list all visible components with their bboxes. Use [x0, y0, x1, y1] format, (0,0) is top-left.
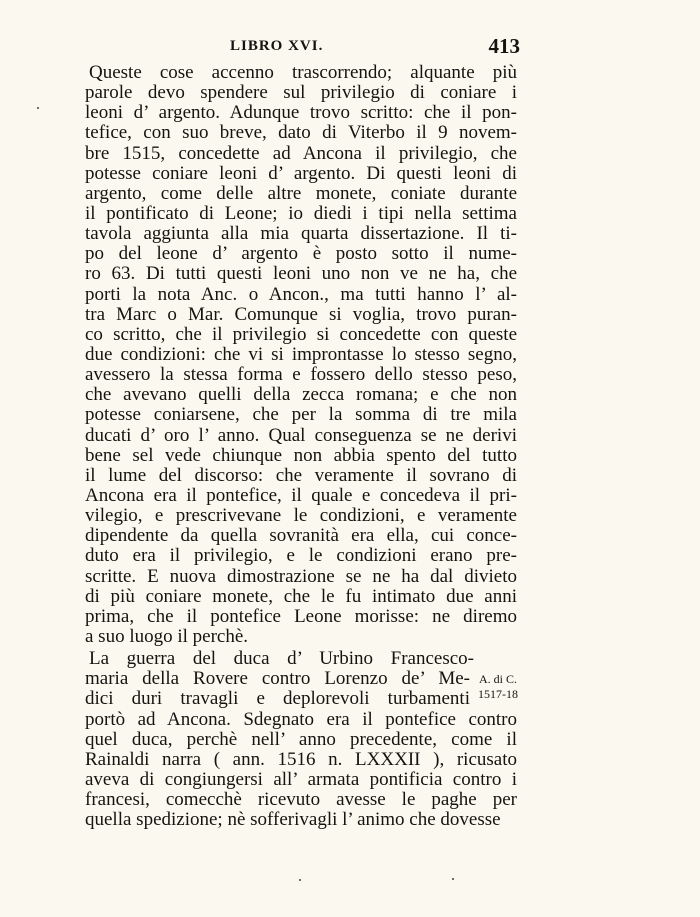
- text-line: porti la nota Anc. o Ancon., ma tutti hanno l’ al-: [85, 283, 517, 305]
- margin-note-year: [468, 672, 528, 702]
- text-line: po del leone d’ argento è posto sotto il nume-: [85, 243, 517, 265]
- text-line: Ancona era il pontefice, il quale e concedeva il pri-: [85, 484, 517, 506]
- text-line: duto era il privilegio, e le condizioni erano pre-: [85, 545, 517, 567]
- text-line: tra Marc o Mar. Comunque si voglia, trovo puran-: [85, 303, 517, 325]
- text-line: ro 63. Di tutti questi leoni uno non ve ne ha, che: [85, 263, 517, 285]
- text-line: co scritto, che il privilegio si concedette con queste: [85, 323, 517, 345]
- text-line: Queste cose accenno trascorrendo; alquante più: [89, 62, 517, 83]
- text-line: aveva di congiungersi all’ armata pontificia contro i: [85, 768, 517, 790]
- text-line: argento, come delle altre monete, coniate durante: [85, 182, 517, 204]
- text-line: quella spedizione; nè sofferivagli l’ animo che dovesse: [85, 809, 501, 831]
- text-line: La guerra del duca d’ Urbino Francesco-: [89, 648, 474, 670]
- text-line: portò ad Ancona. Sdegnato era il pontefice contro: [85, 708, 517, 730]
- page-header: [80, 34, 520, 58]
- text-line: Rainaldi narra ( ann. 1516 n. LXXXII ), ricusato: [85, 748, 517, 770]
- text-line: bene sel vede chiunque non abbia spento del tutto: [85, 444, 517, 466]
- text-line: che avevano quelli della zecca romana; e che non: [85, 384, 517, 406]
- text-line: quel duca, perchè nell’ anno precedente, come il: [85, 728, 517, 750]
- text-line: francesi, comecchè ricevuto avesse le paghe per: [85, 789, 517, 811]
- margin-note-line: A. di C.: [478, 672, 517, 686]
- print-speck: [37, 107, 39, 109]
- text-line: prima, che il pontefice Leone morisse: ne diremo: [85, 605, 517, 627]
- text-line: tavola aggiunta alla mia quarta dissertazione. Il ti-: [85, 223, 517, 245]
- text-line: potesse coniarsene, che per la somma di tre mila: [85, 404, 517, 426]
- text-line: ducati d’ oro l’ anno. Qual conseguenza se ne derivi: [85, 424, 517, 446]
- text-line: parole devo spendere sul privilegio di coniare i: [85, 82, 517, 104]
- body-text: [85, 63, 517, 830]
- text-line: bre 1515, concedette ad Ancona il privilegio, che: [85, 142, 517, 164]
- paragraph-1: [85, 63, 517, 647]
- text-line: di più coniare monete, che le fu intimato due anni: [85, 585, 517, 607]
- text-line: scritte. E nuova dimostrazione se ne ha dal divieto: [85, 565, 517, 587]
- text-line: dipendente da quella sovranità era ella, cui conce-: [85, 525, 517, 547]
- text-line: a suo luogo il perchè.: [85, 625, 249, 647]
- text-line: il lume del discorso: che veramente il sovrano di: [85, 464, 517, 486]
- print-speck: [452, 878, 454, 880]
- text-line: due condizioni: che vi si improntasse lo stesso segno,: [85, 343, 517, 365]
- paragraph-2: [85, 649, 517, 830]
- page-number: 413: [488, 34, 520, 58]
- running-head: LIBRO XVI.: [230, 38, 324, 54]
- text-line: tefice, con suo breve, dato di Viterbo il 9 novem-: [85, 122, 517, 144]
- margin-note-line: 1517-18: [478, 687, 518, 701]
- text-line: dici duri travagli e deplorevoli turbamenti: [85, 688, 470, 710]
- text-line: vilegio, e prescrivevane le condizioni, e veramente: [85, 505, 517, 527]
- print-speck: [299, 879, 301, 881]
- text-line: potesse coniare leoni d’ argento. Di questi leoni di: [85, 162, 517, 184]
- text-line: avessero la stessa forma e fossero dello stesso peso,: [85, 364, 517, 386]
- text-line: maria della Rovere contro Lorenzo de’ Me-: [85, 668, 470, 690]
- text-line: il pontificato di Leone; io diedi i tipi nella settima: [85, 202, 517, 224]
- text-line: leoni d’ argento. Adunque trovo scritto: che il pon-: [85, 102, 517, 124]
